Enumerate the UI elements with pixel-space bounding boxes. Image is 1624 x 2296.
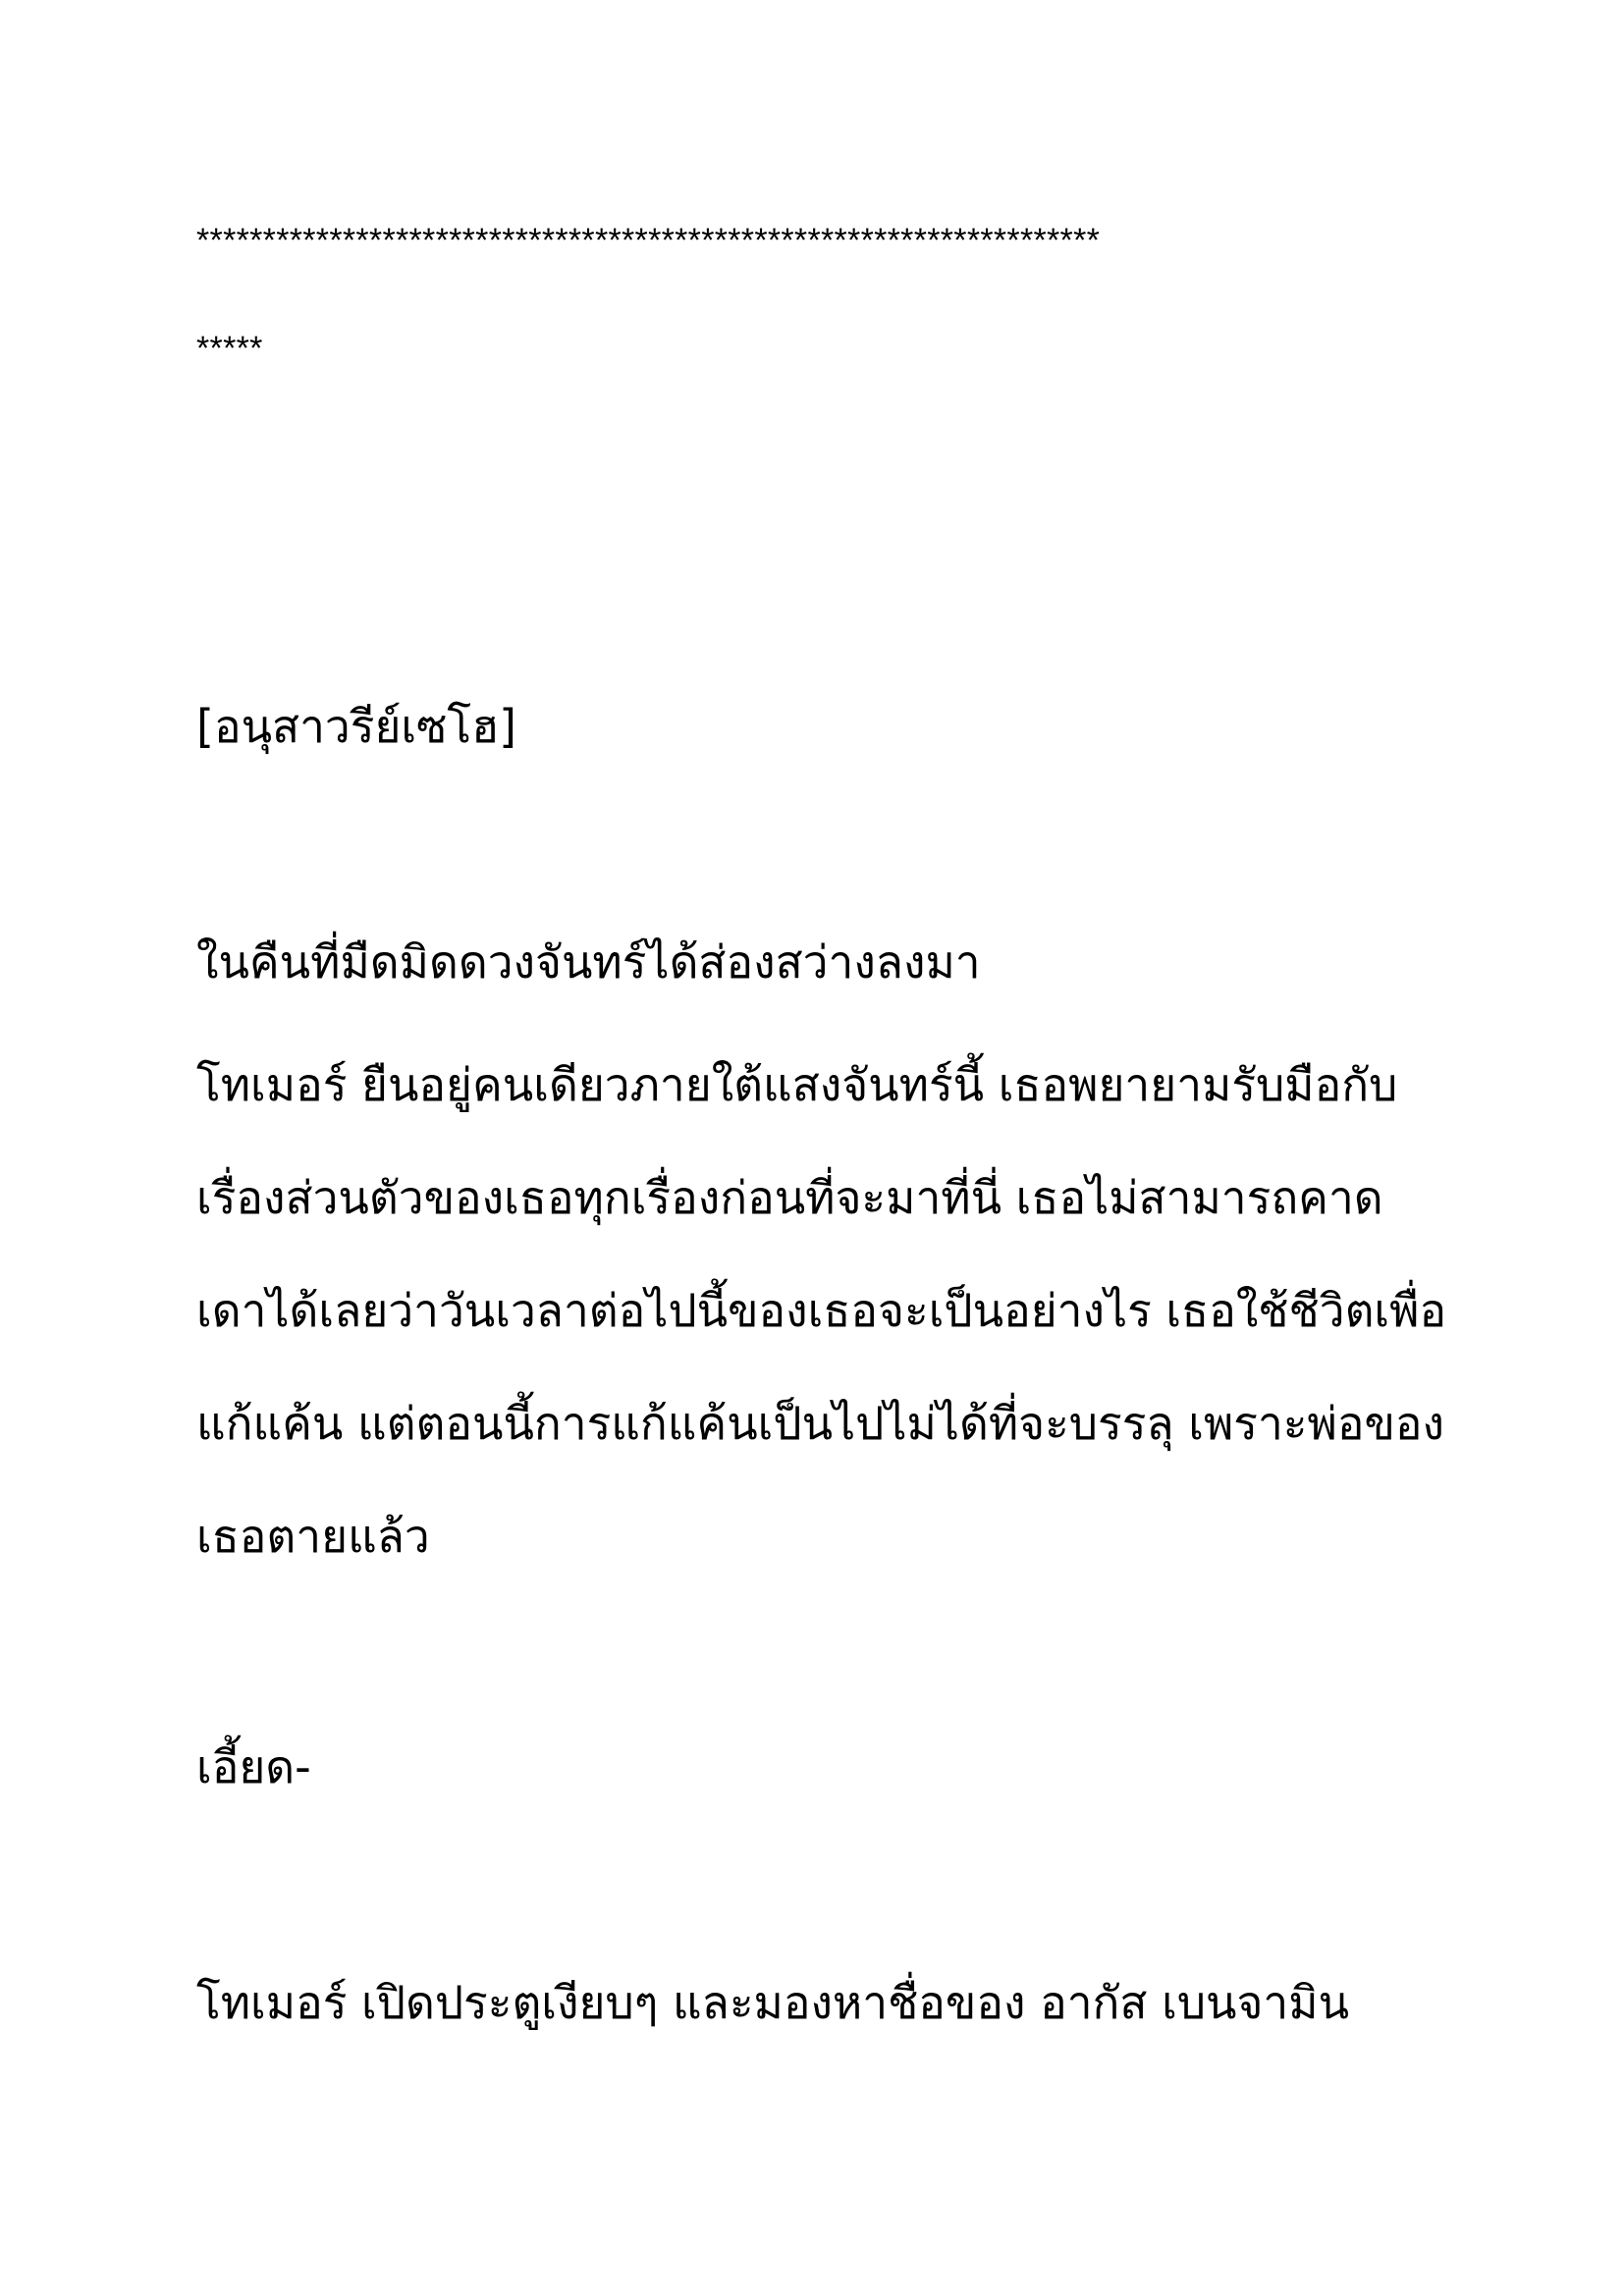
separator-line-2: ***** [196,330,263,367]
paragraph-2-line: แก้แค้น แต่ตอนนี้การแก้แค้นเป็นไปไม่ได้ที่จะบรรลุ เพราะพ่อของ [196,1397,1444,1450]
separator-line-1: ******************************************************************** [196,222,1101,259]
paragraph-2-line: เธอตายแล้ว [196,1510,430,1563]
paragraph-2-line: เดาได้เลยว่าวันเวลาต่อไปนี้ของเธอจะเป็นอย่างไร เธอใช้ชีวิตเพื่อ [196,1284,1447,1337]
paragraph-2-line: โทเมอร์ ยืนอยู่คนเดียวภายใต้แสงจันทร์นี้ เธอพยายามรับมือกับ [196,1058,1398,1111]
paragraph-1: ในคืนที่มืดมิดดวงจันทร์ได้ส่องสว่างลงมา [196,935,981,988]
paragraph-3: โทเมอร์ เปิดประตูเงียบๆ และมองหาชื่อของ อากัส เบนจามิน [196,1976,1350,2029]
paragraph-2-line: เรื่องส่วนตัวของเธอทุกเรื่องก่อนที่จะมาที่นี่ เธอไม่สามารถคาด [196,1171,1383,1224]
sound-effect: เอี้ยด- [196,1740,311,1793]
section-heading: [อนุสาวรีย์เซโฮ] [196,700,517,753]
